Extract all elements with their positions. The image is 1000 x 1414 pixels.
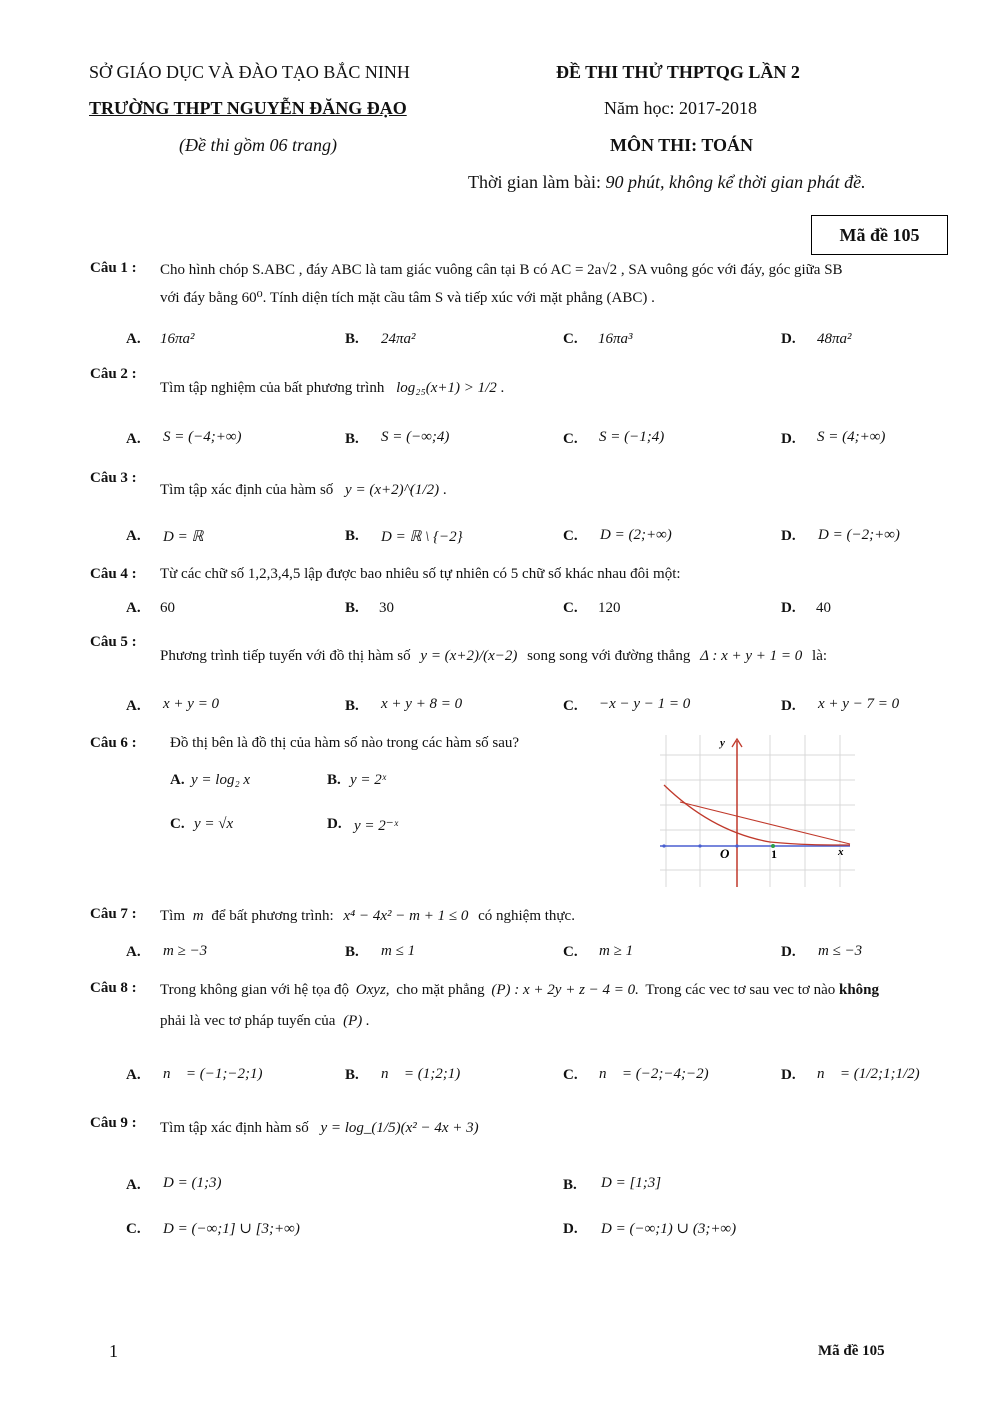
exam-code-box: Mã đề 105 <box>811 215 948 255</box>
question-8-prompt-a: Trong không gian với hệ tọa độ <box>160 982 350 998</box>
question-2-option-d[interactable]: S = (4;+∞) <box>817 429 886 445</box>
question-9-label: Câu 9 : <box>90 1115 137 1131</box>
question-4-option-a[interactable]: 60 <box>160 600 175 616</box>
question-4-option-c[interactable]: 120 <box>598 600 621 616</box>
question-2-text: Tìm tập nghiệm của bất phương trình log₂₅(x+1) > 1/2 . <box>160 380 505 396</box>
question-3-math: y = (x+2)^(1/2) <box>345 482 440 498</box>
question-8-option-b[interactable]: n⃗ = (1;2;1) <box>381 1066 461 1082</box>
school-year: Năm học: 2017-2018 <box>604 98 757 118</box>
question-8-text-line1 <box>160 982 879 999</box>
question-6-label: Câu 6 : <box>90 735 137 751</box>
question-7-option-c-letter: C. <box>563 944 578 960</box>
question-2-option-c[interactable]: S = (−1;4) <box>599 429 665 445</box>
question-3-prompt: Tìm tập xác định của hàm số <box>160 482 334 498</box>
question-9-option-a-letter: A. <box>126 1177 141 1193</box>
question-1-option-a-letter: A. <box>126 331 141 347</box>
question-7-option-a-letter: A. <box>126 944 141 960</box>
question-2-option-b-letter: B. <box>345 431 359 447</box>
school-name: TRƯỜNG THPT NGUYỄN ĐĂNG ĐẠO <box>89 98 407 118</box>
question-5-option-c[interactable]: −x − y − 1 = 0 <box>599 696 691 712</box>
question-9-option-a[interactable]: D = (1;3) <box>163 1175 222 1191</box>
question-6-option-a[interactable]: y = log₂ x <box>191 772 251 788</box>
question-6-option-b-letter: B. <box>327 772 341 788</box>
question-4-option-d[interactable]: 40 <box>816 600 831 616</box>
question-3-option-c-letter: C. <box>563 528 578 544</box>
question-1-label: Câu 1 : <box>90 260 137 276</box>
question-5-option-a-letter: A. <box>126 698 141 714</box>
question-3-option-a-letter: A. <box>126 528 141 544</box>
question-7-option-c[interactable]: m ≥ 1 <box>599 943 634 959</box>
question-4-option-b[interactable]: 30 <box>379 600 394 616</box>
graph-one-label: 1 <box>771 847 777 861</box>
pages-note: (Đề thi gồm 06 trang) <box>179 135 337 155</box>
question-7-prompt-a: Tìm <box>160 908 185 924</box>
question-7-option-b[interactable]: m ≤ 1 <box>381 943 416 959</box>
function-curve <box>664 785 850 845</box>
question-6-graph <box>660 735 855 887</box>
page-number: 1 <box>109 1341 118 1361</box>
question-8-prompt-e: Trong các vec tơ sau vec tơ nào <box>645 982 836 998</box>
question-6-option-a-letter: A. <box>170 772 185 788</box>
question-5-math-line: Δ : x + y + 1 = 0 <box>700 648 803 664</box>
question-7-text <box>160 908 575 925</box>
question-3-option-d[interactable]: D = (−2;+∞) <box>818 527 900 543</box>
question-8-prompt-c: cho mặt phẳng <box>396 982 485 998</box>
time-line <box>468 172 866 193</box>
graph-grid <box>660 735 855 887</box>
question-1-option-c-letter: C. <box>563 331 578 347</box>
question-8-option-a[interactable]: n⃗ = (−1;−2;1) <box>163 1066 263 1082</box>
question-8-plane: (P) : x + 2y + z − 4 = 0. <box>491 982 639 998</box>
question-5-option-d-letter: D. <box>781 698 796 714</box>
graph-y-label: y <box>720 737 725 749</box>
question-8-option-a-letter: A. <box>126 1067 141 1083</box>
question-4-option-d-letter: D. <box>781 600 796 616</box>
question-9-math: y = log_(1/5)(x² − 4x + 3) <box>320 1120 479 1136</box>
question-6-option-c[interactable]: y = √x <box>194 816 234 832</box>
question-5-math-function: y = (x+2)/(x−2) <box>420 648 518 664</box>
question-7-var: m <box>192 908 204 924</box>
question-6-option-c-letter: C. <box>170 816 185 832</box>
axis-point-mid <box>698 844 701 847</box>
question-6-option-d-letter: D. <box>327 816 342 832</box>
question-2-prompt: Tìm tập nghiệm của bất phương trình <box>160 380 385 396</box>
footer-exam-code: Mã đề 105 <box>818 1343 885 1359</box>
question-6-text: Đồ thị bên là đồ thị của hàm số nào trong các hàm số sau? <box>170 735 520 751</box>
question-2-option-b[interactable]: S = (−∞;4) <box>381 429 450 445</box>
question-5-prompt-b: song song với đường thẳng <box>527 648 691 664</box>
question-5-option-c-letter: C. <box>563 698 578 714</box>
question-9-option-d-letter: D. <box>563 1221 578 1237</box>
question-7-option-a[interactable]: m ≥ −3 <box>163 943 208 959</box>
question-8-option-c[interactable]: n⃗ = (−2;−4;−2) <box>599 1066 709 1082</box>
question-4-text: Từ các chữ số 1,2,3,4,5 lập được bao nhiêu số tự nhiên có 5 chữ số khác nhau đôi một: <box>160 566 681 582</box>
question-1-text-line1: Cho hình chóp S.ABC , đáy ABC là tam giác vuông cân tại B có AC = 2a√2 , SA vuông góc với đáy, góc giữa SB <box>160 262 843 278</box>
question-6-option-d[interactable]: y = 2⁻ˣ <box>354 818 398 834</box>
question-3-option-b[interactable]: D = ℝ \ {−2} <box>381 529 463 545</box>
question-8-emphasis: không <box>838 982 880 998</box>
question-7-option-b-letter: B. <box>345 944 359 960</box>
time-value: 90 phút, không kể thời gian phát đề. <box>605 172 866 192</box>
question-4-option-c-letter: C. <box>563 600 578 616</box>
question-3-option-c[interactable]: D = (2;+∞) <box>600 527 672 543</box>
origin-point <box>735 844 738 847</box>
question-8-option-c-letter: C. <box>563 1067 578 1083</box>
question-7-option-d-letter: D. <box>781 944 796 960</box>
question-5-option-b-letter: B. <box>345 698 359 714</box>
time-label: Thời gian làm bài: <box>468 172 606 192</box>
question-9-option-b-letter: B. <box>563 1177 577 1193</box>
question-5-prompt-a: Phương trình tiếp tuyến với đồ thị hàm số <box>160 648 411 664</box>
question-9-option-c[interactable]: D = (−∞;1] ∪ [3;+∞) <box>163 1221 300 1237</box>
axis-point-left <box>662 844 665 847</box>
question-5-text <box>160 648 827 665</box>
question-4-option-b-letter: B. <box>345 600 359 616</box>
question-5-option-d[interactable]: x + y − 7 = 0 <box>818 696 900 712</box>
question-5-label: Câu 5 : <box>90 634 137 650</box>
question-9-text <box>160 1120 479 1137</box>
question-7-math: x⁴ − 4x² − m + 1 ≤ 0 <box>343 908 469 924</box>
question-2-math: log₂₅(x+1) > 1/2 <box>396 380 497 396</box>
question-2-option-a[interactable]: S = (−4;+∞) <box>163 429 242 445</box>
question-9-option-c-letter: C. <box>126 1221 141 1237</box>
question-1-option-a[interactable]: 16πa² <box>160 331 195 347</box>
question-5-option-b[interactable]: x + y + 8 = 0 <box>381 696 463 712</box>
subject-title: MÔN THI: TOÁN <box>610 135 754 155</box>
department-name: SỞ GIÁO DỤC VÀ ĐÀO TẠO BẮC NINH <box>89 62 410 82</box>
question-8-label: Câu 8 : <box>90 980 137 996</box>
question-1-text-line2: với đáy bằng 60⁰. Tính diện tích mặt cầu tâm S và tiếp xúc với mặt phẳng (ABC) . <box>160 290 655 306</box>
question-7-option-d[interactable]: m ≤ −3 <box>818 943 863 959</box>
exam-title: ĐỀ THI THỬ THPTQG LẦN 2 <box>556 62 800 82</box>
question-2-option-c-letter: C. <box>563 431 578 447</box>
question-9-option-b[interactable]: D = [1;3] <box>601 1175 662 1191</box>
question-8-option-d[interactable]: n⃗ = (1/2;1;1/2) <box>817 1066 920 1082</box>
graph-x-label: x <box>838 846 844 858</box>
question-9-prompt: Tìm tập xác định hàm số <box>160 1120 309 1136</box>
question-7-prompt-b: để bất phương trình: <box>211 908 334 924</box>
secant-line <box>680 802 850 844</box>
question-1-option-d-letter: D. <box>781 331 796 347</box>
question-3-label: Câu 3 : <box>90 470 137 486</box>
question-8-system: Oxyz, <box>355 982 390 998</box>
question-1-option-c[interactable]: 16πa³ <box>598 331 633 347</box>
question-8-option-d-letter: D. <box>781 1067 796 1083</box>
question-1-option-d[interactable]: 48πa² <box>817 331 852 347</box>
question-7-prompt-c: có nghiệm thực. <box>478 908 575 924</box>
question-1-option-b-letter: B. <box>345 331 359 347</box>
question-8-option-b-letter: B. <box>345 1067 359 1083</box>
question-4-option-a-letter: A. <box>126 600 141 616</box>
question-2-label: Câu 2 : <box>90 366 137 382</box>
question-8-plane-ref: (P) . <box>343 1013 370 1029</box>
question-5-prompt-c: là: <box>812 648 828 664</box>
question-4-label: Câu 4 : <box>90 566 137 582</box>
question-2-option-d-letter: D. <box>781 431 796 447</box>
question-8-prompt-line2: phải là vec tơ pháp tuyến của <box>160 1013 336 1029</box>
question-2-option-a-letter: A. <box>126 431 141 447</box>
question-7-label: Câu 7 : <box>90 906 137 922</box>
question-3-text: Tìm tập xác định của hàm số y = (x+2)^(1/2) . <box>160 482 447 498</box>
question-3-option-b-letter: B. <box>345 528 359 544</box>
question-6-option-b[interactable]: y = 2ˣ <box>350 772 387 788</box>
question-5-option-a[interactable]: x + y = 0 <box>163 696 220 712</box>
question-3-option-d-letter: D. <box>781 528 796 544</box>
question-8-text-line2 <box>160 1013 370 1030</box>
question-1-option-b[interactable]: 24πa² <box>381 331 416 347</box>
graph-origin-label: O <box>720 846 730 861</box>
question-9-option-d[interactable]: D = (−∞;1) ∪ (3;+∞) <box>601 1221 737 1237</box>
question-3-option-a[interactable]: D = ℝ <box>163 529 204 545</box>
